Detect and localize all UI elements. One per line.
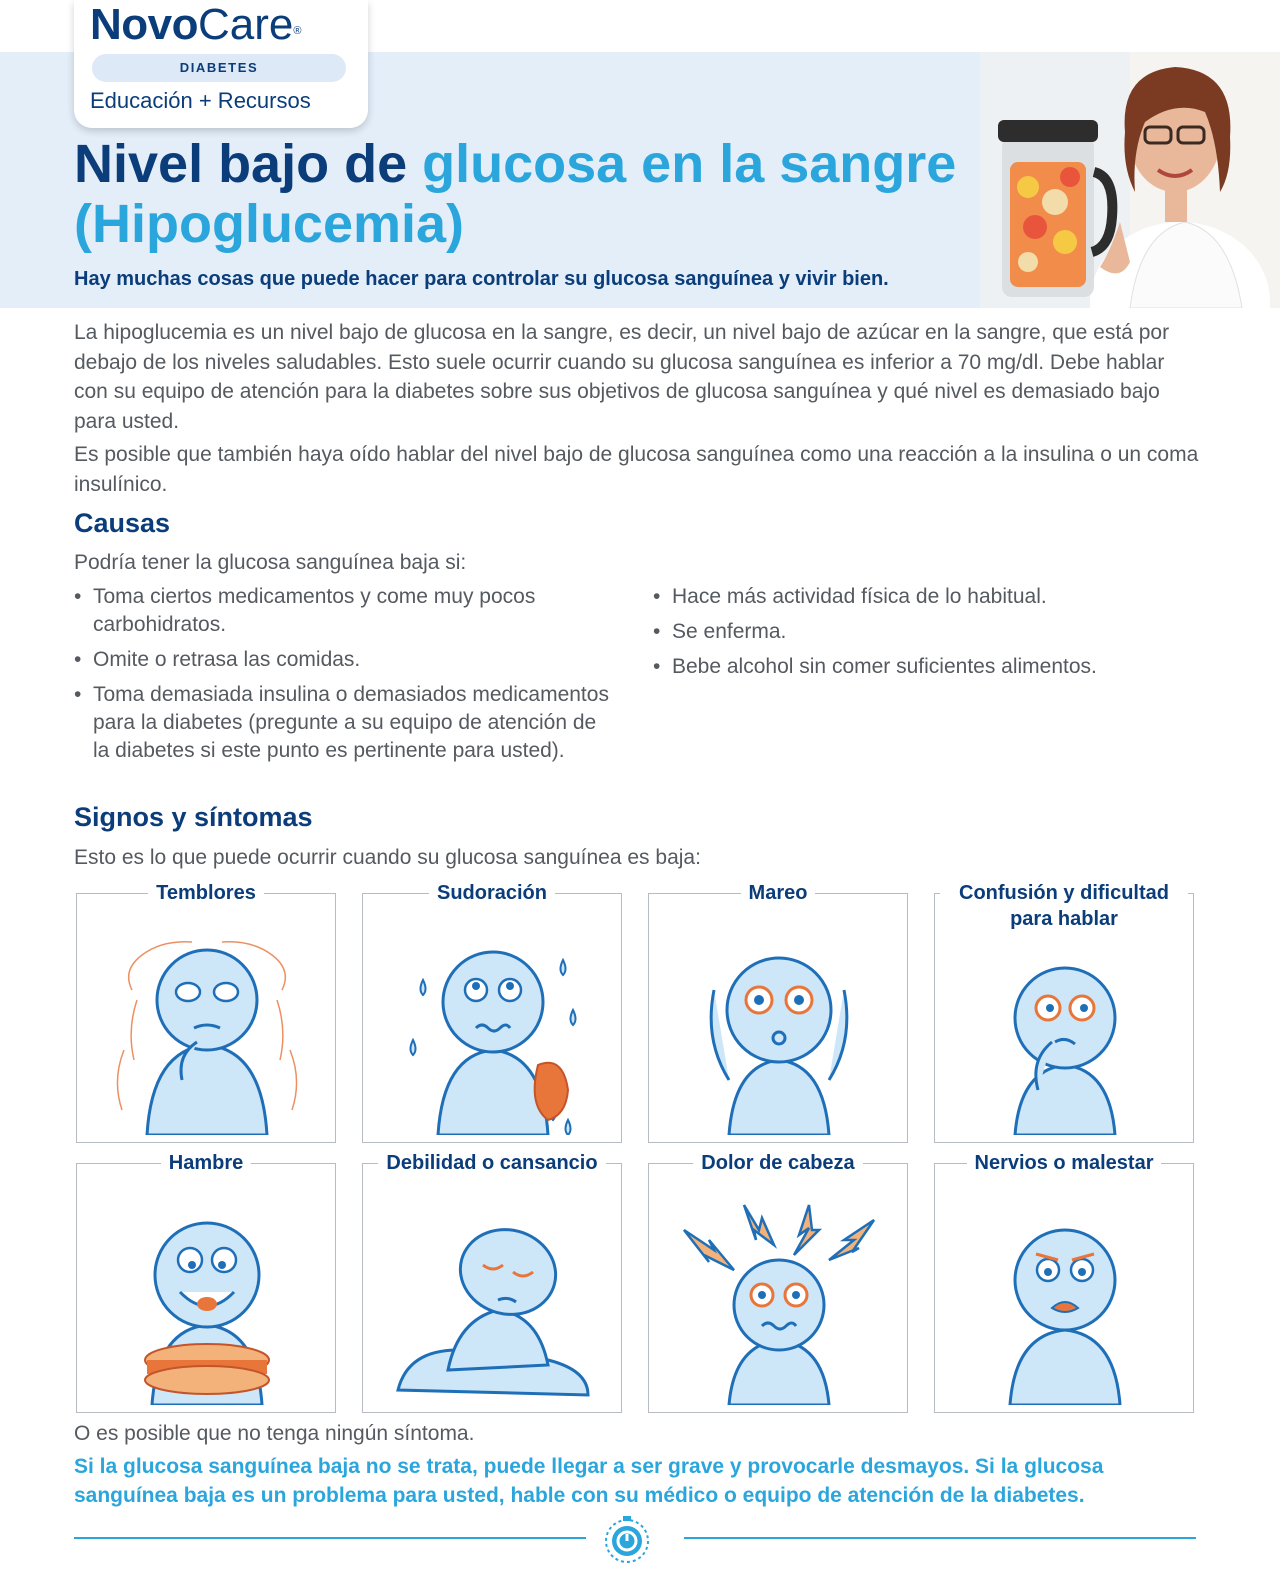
- title-part-accent: glucosa en la sangre (Hipoglucemia): [74, 134, 957, 254]
- symptom-card-headache: [648, 1152, 908, 1413]
- brand-name-light: Care: [198, 0, 294, 49]
- registered-mark: ®: [293, 25, 302, 37]
- symptom-card-confusion: [934, 882, 1194, 1143]
- causes-lead: Podría tener la glucosa sanguínea baja si:: [74, 551, 467, 574]
- symptom-label: Debilidad o cansancio: [378, 1150, 605, 1176]
- hungry-figure-icon: [102, 1200, 312, 1405]
- list-item: • Toma ciertos medicamentos y come muy pocos carbohidratos.: [74, 583, 614, 639]
- sweating-figure-icon: [388, 930, 598, 1135]
- symptom-card-dizziness: [648, 882, 908, 1143]
- footer-divider-right: [684, 1537, 1196, 1539]
- symptom-card-hunger: [76, 1152, 336, 1413]
- symptom-label: Temblores: [148, 880, 264, 906]
- list-item: • Hace más actividad física de lo habitual.: [653, 583, 1213, 611]
- tired-figure-icon: [388, 1200, 598, 1405]
- headache-figure-icon: [674, 1200, 884, 1405]
- causes-list-right: [653, 583, 1213, 688]
- symptom-card-trembling: [76, 882, 336, 1143]
- page-title: [74, 134, 974, 254]
- symptom-label: Mareo: [741, 880, 816, 906]
- page-subtitle: Hay muchas cosas que puede hacer para controlar su glucosa sanguínea y vivir bien.: [74, 268, 889, 290]
- stopwatch-icon: [603, 1514, 651, 1569]
- symptom-card-nervousness: [934, 1152, 1194, 1413]
- nervous-figure-icon: [960, 1200, 1170, 1405]
- warning-text: Si la glucosa sanguínea baja no se trata, puede llegar a ser grave y provocarle desmayos. Si la glucosa sanguínea baja es un problema para usted, hable con su médico o equipo de atención de la diabetes.: [74, 1455, 1104, 1507]
- symptom-label: Nervios o malestar: [967, 1150, 1162, 1176]
- symptom-label: Sudoración: [429, 880, 555, 906]
- no-symptoms-note: O es posible que no tenga ningún síntoma.: [74, 1422, 475, 1445]
- confused-figure-icon: [960, 930, 1170, 1135]
- list-item: • Omite o retrasa las comidas.: [74, 646, 614, 674]
- intro-paragraph-2: Es posible que también haya oído hablar del nivel bajo de glucosa sanguínea como una reacción a la insulina o un coma insulínico.: [74, 443, 1199, 496]
- intro-paragraph-1: La hipoglucemia es un nivel bajo de glucosa en la sangre, es decir, un nivel bajo de azúcar en la sangre, que está por debajo de los niveles saludables. Esto suele ocurrir cuando su glucosa sanguínea es inferior a 70 mg/dl. Debe hablar con su equipo de atención para la diabetes sobre sus objetivos de glucosa sanguínea y qué nivel es demasiado bajo para usted.: [74, 321, 1170, 433]
- brand-logo: [90, 2, 301, 48]
- symptom-label: Confusión y dificultad para hablar: [940, 880, 1188, 932]
- symptom-label: Dolor de cabeza: [693, 1150, 862, 1176]
- symptom-label: Hambre: [161, 1150, 251, 1176]
- photo-illustration: [980, 52, 1280, 308]
- brand-pill: DIABETES: [92, 54, 346, 82]
- brand-logo-card: [74, 0, 368, 128]
- brand-name-bold: Novo: [90, 0, 198, 49]
- causes-heading: Causas: [74, 508, 171, 538]
- symptoms-heading: Signos y síntomas: [74, 802, 313, 832]
- list-item: • Toma demasiada insulina o demasiados medicamentos para la diabetes (pregunte a su equipo de atención de la diabetes si este punto es pertinente para usted).: [74, 681, 614, 765]
- woman-with-blender-photo: [980, 52, 1280, 308]
- symptom-card-weakness: [362, 1152, 622, 1413]
- footer-divider-left: [74, 1537, 586, 1539]
- causes-list-left: [74, 583, 614, 772]
- list-item: • Se enferma.: [653, 618, 1213, 646]
- list-item: • Bebe alcohol sin comer suficientes alimentos.: [653, 653, 1213, 681]
- symptoms-lead: Esto es lo que puede ocurrir cuando su glucosa sanguínea es baja:: [74, 846, 701, 869]
- title-part-navy: Nivel bajo de: [74, 134, 423, 194]
- dizzy-figure-icon: [674, 930, 884, 1135]
- trembling-figure-icon: [102, 930, 312, 1135]
- brand-tagline: Educación + Recursos: [90, 88, 311, 113]
- symptom-card-sweating: [362, 882, 622, 1143]
